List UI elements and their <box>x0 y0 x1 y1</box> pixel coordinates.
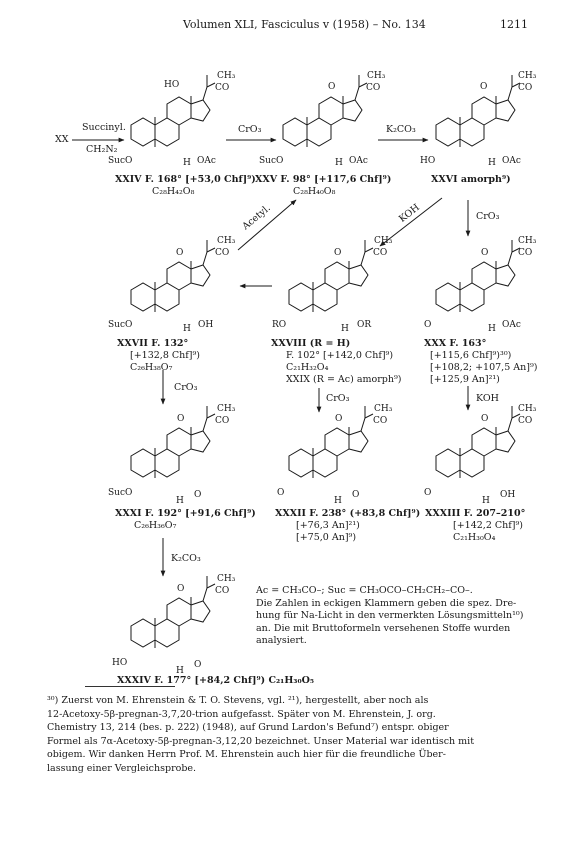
xxxiii-caption: XXXIII F. 207–210° <box>425 508 526 519</box>
legend-abbreviations: Ac = CH₃CO–; Suc = CH₃OCO–CH₂CH₂–CO–. <box>256 585 473 596</box>
legend-block <box>256 585 556 648</box>
xxviii-rotation: F. 102° [+142,0 Chf]⁹) <box>286 350 394 361</box>
xxiv-h: H <box>183 158 191 168</box>
xxx-sub-right: OAc <box>502 320 521 330</box>
reagent-k2co3-2: K₂CO₃ <box>171 553 201 564</box>
xxiv-sub-top: HO <box>164 80 180 90</box>
molecule-xxviii <box>289 240 373 312</box>
xxviii-sub-left: RO <box>272 320 287 330</box>
xxxii-caption: XXXII F. 238° (+83,8 Chf]⁹) <box>275 508 421 519</box>
reagent-koh-1: KOH <box>397 202 422 225</box>
legend-text-3: an. Die mit Bruttoformeln versehenen Stoffe wurden <box>256 622 511 634</box>
reagent-k2co3-1: K₂CO₃ <box>386 124 416 135</box>
xxx-rotation-2: [+108,2; +107,5 An]⁹) <box>430 362 538 373</box>
molecule-xxxii <box>289 406 373 478</box>
xxviii-formula: C₂₁H₃₂O₄ <box>286 362 329 373</box>
reagent-cro3-4: CrO₃ <box>326 393 350 404</box>
xxiv-formula: C₂₈H₄₂O₈ <box>152 186 195 197</box>
xxviii-co: CO <box>373 248 388 258</box>
footnote-line-5: obigem. Wir danken Herrn Prof. M. Ehrenstein auch hier für die freundliche Über- <box>47 749 446 760</box>
xxxi-h: H <box>176 496 184 506</box>
legend-text-4: analysiert. <box>256 635 307 646</box>
xxvi-sub-left: HO <box>420 156 436 166</box>
reagent-cro3-1: CrO₃ <box>238 124 262 135</box>
xxx-ch3: CH₃ <box>518 236 537 246</box>
xxv-ch3: CH₃ <box>367 71 386 81</box>
reagent-ch2n2: CH₂N₂ <box>86 144 118 155</box>
xxxiv-h: H <box>176 666 184 676</box>
xxviii-h: H <box>341 324 349 334</box>
xxx-rotation-1: [+115,6 Chf]⁹)³⁰) <box>430 350 512 361</box>
running-header-title: Volumen XLI, Fasciculus v (1958) – No. 134 <box>183 18 426 31</box>
footnote-line-2: 12-Acetoxy-5β-pregnan-3,7,20-trion aufgefasst. Später von M. Ehrenstein, J. org. <box>47 708 436 720</box>
xxvii-caption: XXVII F. 132° <box>117 338 189 349</box>
xxv-sub-left: SucO <box>259 156 284 166</box>
xxx-sub-left: O <box>424 320 432 330</box>
xxv-formula: C₂₈H₄₀O₈ <box>293 186 336 197</box>
xxv-co: CO <box>366 83 381 93</box>
xxvii-sub-top: O <box>176 248 184 258</box>
molecule-xxxiv <box>131 576 215 648</box>
footnote-line-3: Chemistry 13, 214 (bes. p. 222) (1948), auf Grund Lardon's Befund⁷) entspr. obiger <box>47 722 449 733</box>
xxxi-sub-top: O <box>177 414 185 424</box>
reagent-koh-2: KOH <box>476 393 499 404</box>
xxxi-sub-left: SucO <box>108 488 133 498</box>
xxvi-ch3: CH₃ <box>518 71 537 81</box>
xxxii-co: CO <box>373 416 388 426</box>
footnote <box>47 694 547 775</box>
xxviii-ch3: CH₃ <box>374 236 393 246</box>
molecule-xxx <box>436 240 520 312</box>
xxxiv-sub-left: HO <box>112 658 128 668</box>
xxv-caption: XXV F. 98° [+117,6 Chf]⁹) <box>255 174 392 185</box>
xxvi-h: H <box>488 158 496 168</box>
molecule-xxvii <box>131 240 215 312</box>
xxxi-caption: XXXI F. 192° [+91,6 Chf]⁹) <box>115 508 256 519</box>
molecule-xxxiii <box>436 406 520 478</box>
xxiv-ch3: CH₃ <box>217 71 236 81</box>
xxxiv-sub-right: O <box>194 660 202 670</box>
xxxii-rotation-1: [+76,3 An]²¹) <box>296 520 360 531</box>
start-compound-label: XX <box>55 134 69 145</box>
xxxiii-sub-left: O <box>424 488 432 498</box>
xxvii-co: CO <box>215 248 230 258</box>
footnote-line-1: ³⁰) Zuerst von M. Ehrenstein & T. O. Stevens, vgl. ²¹), hergestellt, aber noch als <box>47 695 429 706</box>
xxvii-ch3: CH₃ <box>217 236 236 246</box>
xxxiv-ch3: CH₃ <box>217 574 236 584</box>
xxix-caption: XXIX (R = Ac) amorph⁹) <box>286 374 402 385</box>
xxvi-caption: XXVI amorph⁹) <box>431 174 511 185</box>
reagent-succinyl: Succinyl. <box>82 122 126 133</box>
xxxii-sub-right: O <box>352 490 360 500</box>
xxxiii-h: H <box>482 496 490 506</box>
footnote-line-6: lassung einer Vergleichsprobe. <box>47 762 197 774</box>
xxvii-sub-right: OH <box>198 320 214 330</box>
xxxii-ch3: CH₃ <box>374 404 393 414</box>
xxxiii-sub-top: O <box>481 414 489 424</box>
xxxi-formula: C₂₆H₃₆O₇ <box>134 520 177 531</box>
xxiv-sub-right: OAc <box>197 156 216 166</box>
xxxiii-formula: C₂₁H₃₀O₄ <box>453 532 496 543</box>
xxxiii-co: CO <box>518 416 533 426</box>
xxv-h: H <box>335 158 343 168</box>
xxviii-sub-top: O <box>334 248 342 258</box>
reagent-cro3-2: CrO₃ <box>476 211 500 222</box>
xxxi-co: CO <box>215 416 230 426</box>
xxxiv-caption: XXXIV F. 177° [+84,2 Chf]⁹) C₂₁H₃₀O₅ <box>117 675 315 686</box>
xxvii-h: H <box>183 324 191 334</box>
xxxiv-sub-top: O <box>177 584 185 594</box>
xxxi-ch3: CH₃ <box>217 404 236 414</box>
xxviii-caption: XXVIII (R = H) <box>271 338 351 349</box>
molecule-xxxi <box>131 406 215 478</box>
xxxii-sub-top: O <box>335 414 343 424</box>
xxv-sub-top: O <box>328 82 336 92</box>
xxx-h: H <box>488 324 496 334</box>
xxvi-sub-right: OAc <box>502 156 521 166</box>
xxxiv-co: CO <box>215 586 230 596</box>
footnote-line-4: Formel als 7α-Acetoxy-5β-pregnan-3,12,20 bezeichnet. Unser Material war identisch mit <box>47 735 475 747</box>
reagent-acetyl: Acetyl. <box>240 202 273 233</box>
xxxii-rotation-2: [+75,0 An]⁹) <box>296 532 357 543</box>
xxvii-sub-left: SucO <box>108 320 133 330</box>
page-number: 1211 <box>500 18 528 31</box>
xxiv-caption: XXIV F. 168° [+53,0 Chf]⁹) <box>115 174 256 185</box>
xxxii-sub-left: O <box>277 488 285 498</box>
xxvi-sub-top: O <box>480 82 488 92</box>
xxx-caption: XXX F. 163° <box>424 338 487 349</box>
xxiv-co: CO <box>215 83 230 93</box>
xxx-rotation-3: [+125,9 An]²¹) <box>430 374 500 385</box>
xxvii-formula: C₂₆H₃₈O₇ <box>130 362 173 373</box>
footnote-rule <box>85 686 175 687</box>
xxxiii-sub-right: OH <box>500 490 516 500</box>
xxxi-sub-right: O <box>194 490 202 500</box>
reagent-cro3-3: CrO₃ <box>174 382 198 393</box>
xxxiii-rotation: [+142,2 Chf]⁹) <box>453 520 524 531</box>
xxviii-sub-right: OR <box>357 320 372 330</box>
legend-text-1: Die Zahlen in eckigen Klammern geben die spez. Dre- <box>256 597 517 609</box>
xxiv-sub-left: SucO <box>108 156 133 166</box>
xxxii-h: H <box>334 496 342 506</box>
legend-text-2: hung für Na-Licht in den vermerkten Lösungsmitteln¹⁰) <box>256 610 524 621</box>
molecule-xxvi <box>436 75 520 147</box>
xxvii-rotation: [+132,8 Chf]⁹) <box>130 350 201 361</box>
xxx-co: CO <box>518 248 533 258</box>
xxv-sub-right: OAc <box>349 156 368 166</box>
xxxiii-ch3: CH₃ <box>518 404 537 414</box>
xxvi-co: CO <box>518 83 533 93</box>
molecule-xxv <box>283 75 367 147</box>
xxx-sub-top: O <box>481 248 489 258</box>
